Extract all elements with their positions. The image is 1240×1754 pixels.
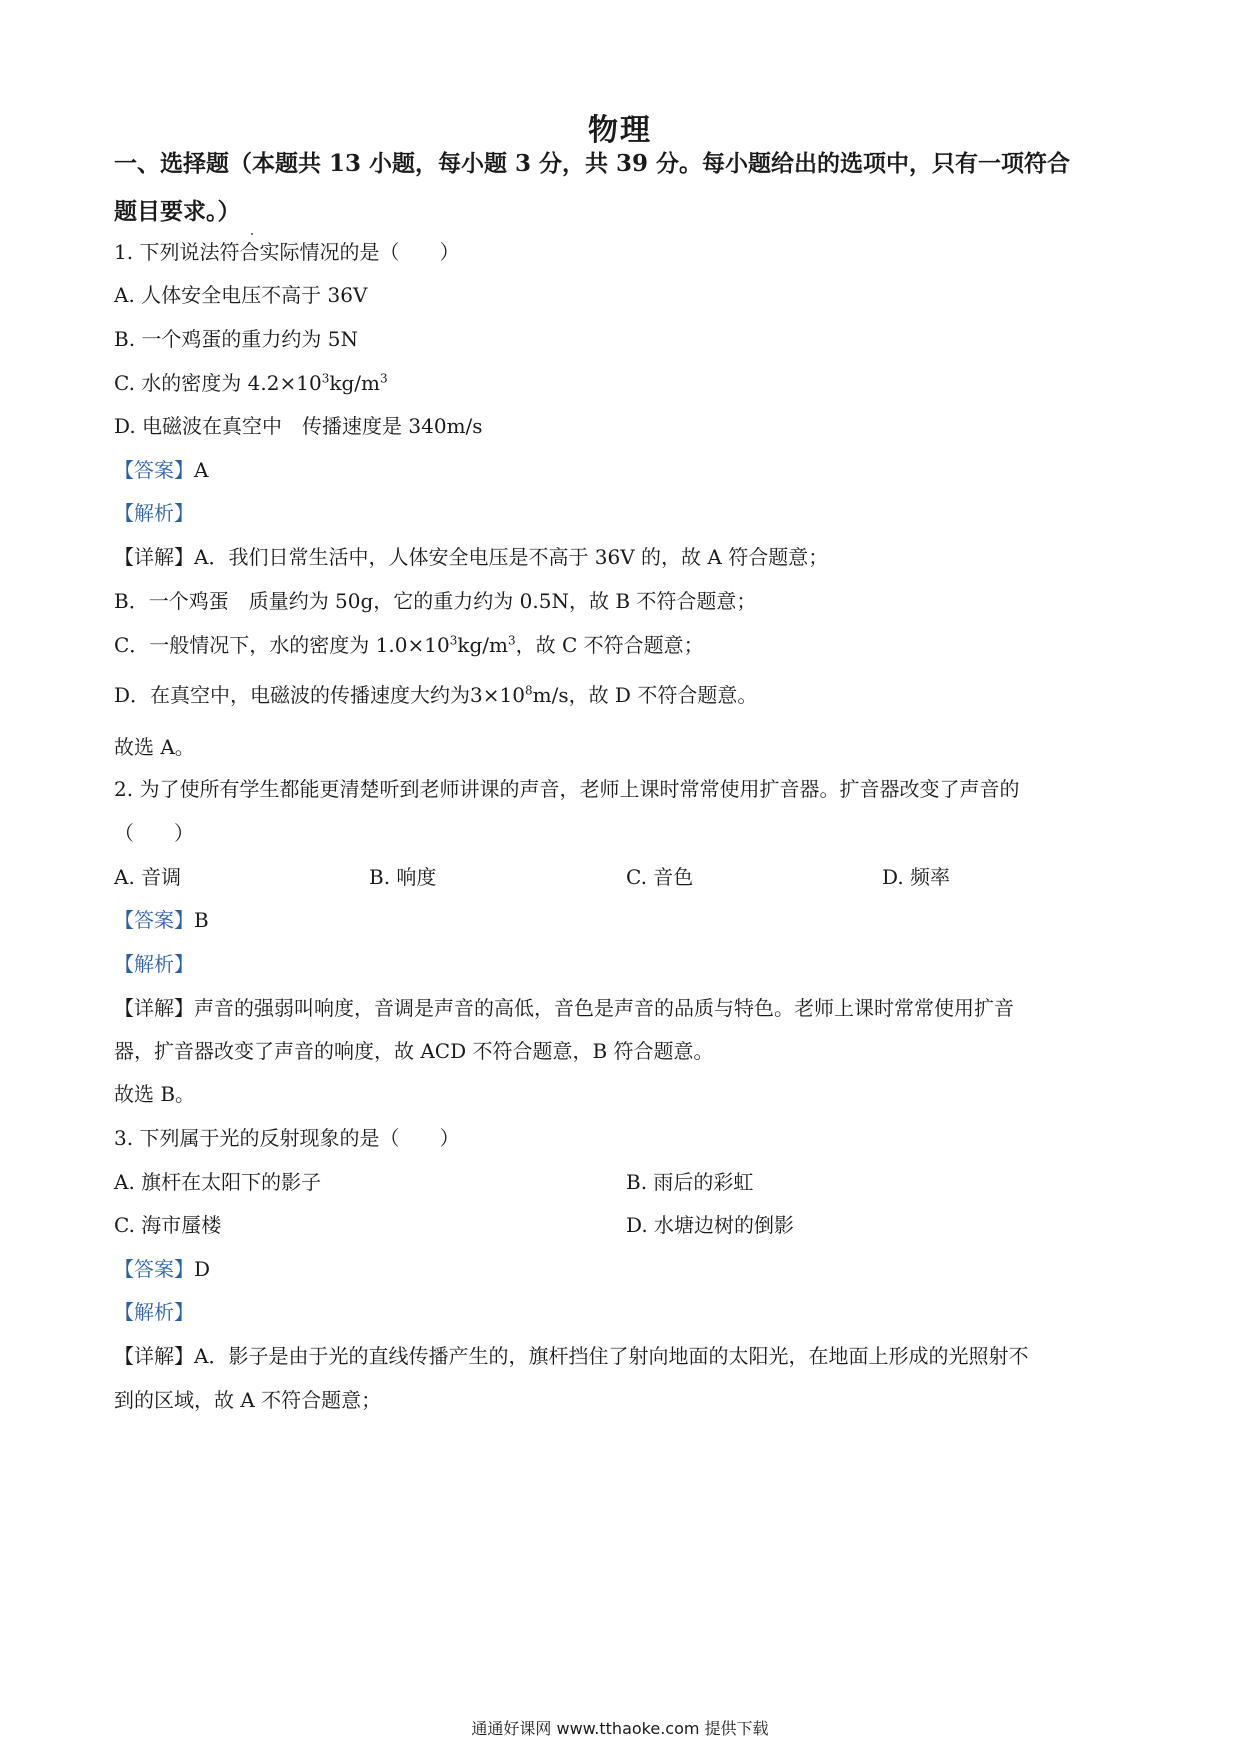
q1-detail-a: [114, 542, 1124, 572]
q3-detail-2: 到的区域，故 A 不符合题意；: [114, 1388, 382, 1412]
q1-answer: [114, 455, 1124, 485]
stray-mark: [251, 233, 253, 235]
q1-detail-c-unit-exponent: 3: [507, 633, 516, 648]
section-heading-line2: 题目要求。）: [114, 198, 241, 225]
q2-analysis-tag: 【解析】: [114, 952, 194, 976]
q2-detail-1-text: 声音的强弱叫响度，音调是声音的高低，音色是声音的品质与特色。老师上课时常常使用扩音: [194, 996, 1014, 1020]
q1-detail-c-unit: kg/m: [457, 633, 508, 657]
answer-value: A: [194, 458, 209, 482]
q1-option-d: D. 电磁波在真空中 传播速度是 340m/s: [114, 414, 483, 438]
q1-option-c-unit-exponent: 3: [379, 371, 388, 386]
q3-detail-1: [114, 1341, 1124, 1371]
q1-option-c-text: C. 水的密度为 4.2×10: [114, 371, 322, 395]
q2-option-a: A. 音调: [114, 865, 182, 889]
answer-value: B: [194, 908, 209, 932]
q3-analysis-tag: 【解析】: [114, 1300, 194, 1324]
q2-detail-2: 器，扩音器改变了声音的响度，故 ACD 不符合题意，B 符合题意。: [114, 1039, 714, 1063]
q3-option-b: B. 雨后的彩虹: [626, 1170, 754, 1194]
q2-detail-1: [114, 993, 1124, 1023]
q2-option-c: C. 音色: [626, 865, 694, 889]
q1-detail-a-text: A．我们日常生活中，人体安全电压是不高于 36V 的，故 A 符合题意；: [194, 545, 829, 569]
q1-detail-c-exponent: 3: [449, 633, 458, 648]
q3-option-c: C. 海市蜃楼: [114, 1213, 222, 1237]
answer-value: D: [194, 1257, 211, 1281]
q1-stem: 1. 下列说法符合实际情况的是（ ）: [114, 240, 460, 264]
page-title: 物理: [588, 113, 652, 148]
q1-detail-d-exponent: 8: [524, 683, 533, 698]
q3-option-d: D. 水塘边树的倒影: [626, 1213, 795, 1237]
q1-option-c-exponent: 3: [321, 371, 330, 386]
q3-stem: 3. 下列属于光的反射现象的是（ ）: [114, 1126, 460, 1150]
q1-option-c-unit: kg/m: [329, 371, 380, 395]
q2-stem: 2. 为了使所有学生都能更清楚听到老师讲课的声音，老师上课时常常使用扩音器。扩音器改变了声音的: [114, 777, 1020, 801]
detail-tag: 【详解】: [114, 545, 194, 569]
q1-option-a: A. 人体安全电压不高于 36V: [114, 283, 368, 307]
q2-option-d: D. 频率: [882, 865, 951, 889]
answer-tag: 【答案】: [114, 1257, 194, 1281]
q3-answer: [114, 1254, 1124, 1284]
detail-tag: 【详解】: [114, 996, 194, 1020]
q1-detail-c-text: C．一般情况下，水的密度为 1.0×10: [114, 633, 450, 657]
q1-option-b: B. 一个鸡蛋的重力约为 5N: [114, 327, 358, 351]
section-heading-line1: 一、选择题（本题共 13 小题，每小题 3 分，共 39 分。每小题给出的选项中，只有一项符合: [114, 150, 1071, 177]
q1-detail-d-text: D．在真空中，电磁波的传播速度大约为3×10: [114, 683, 525, 707]
q1-detail-d: [114, 680, 1124, 710]
q2-answer: [114, 905, 1124, 935]
q3-option-a: A. 旗杆在太阳下的影子: [114, 1170, 322, 1194]
q1-detail-c: [114, 630, 1124, 660]
q2-conclusion: 故选 B。: [114, 1082, 196, 1106]
q1-analysis-tag: 【解析】: [114, 501, 194, 525]
detail-tag: 【详解】: [114, 1344, 194, 1368]
q1-detail-d-post: m/s，故 D 不符合题意。: [532, 683, 758, 707]
q1-conclusion: 故选 A。: [114, 735, 195, 759]
page-footer: 通通好课网 www.tthaoke.com 提供下载: [471, 1719, 769, 1738]
q1-detail-b: B．一个鸡蛋 质量约为 50g，它的重力约为 0.5N，故 B 不符合题意；: [114, 589, 757, 613]
q1-option-c: [114, 368, 1124, 398]
answer-tag: 【答案】: [114, 908, 194, 932]
q2-stem-paren: （ ）: [114, 821, 194, 845]
q1-detail-c-post: ，故 C 不符合题意；: [515, 633, 704, 657]
q3-detail-1-text: A．影子是由于光的直线传播产生的，旗杆挡住了射向地面的太阳光，在地面上形成的光照射不: [194, 1344, 1029, 1368]
answer-tag: 【答案】: [114, 458, 194, 482]
q2-option-b: B. 响度: [369, 865, 437, 889]
